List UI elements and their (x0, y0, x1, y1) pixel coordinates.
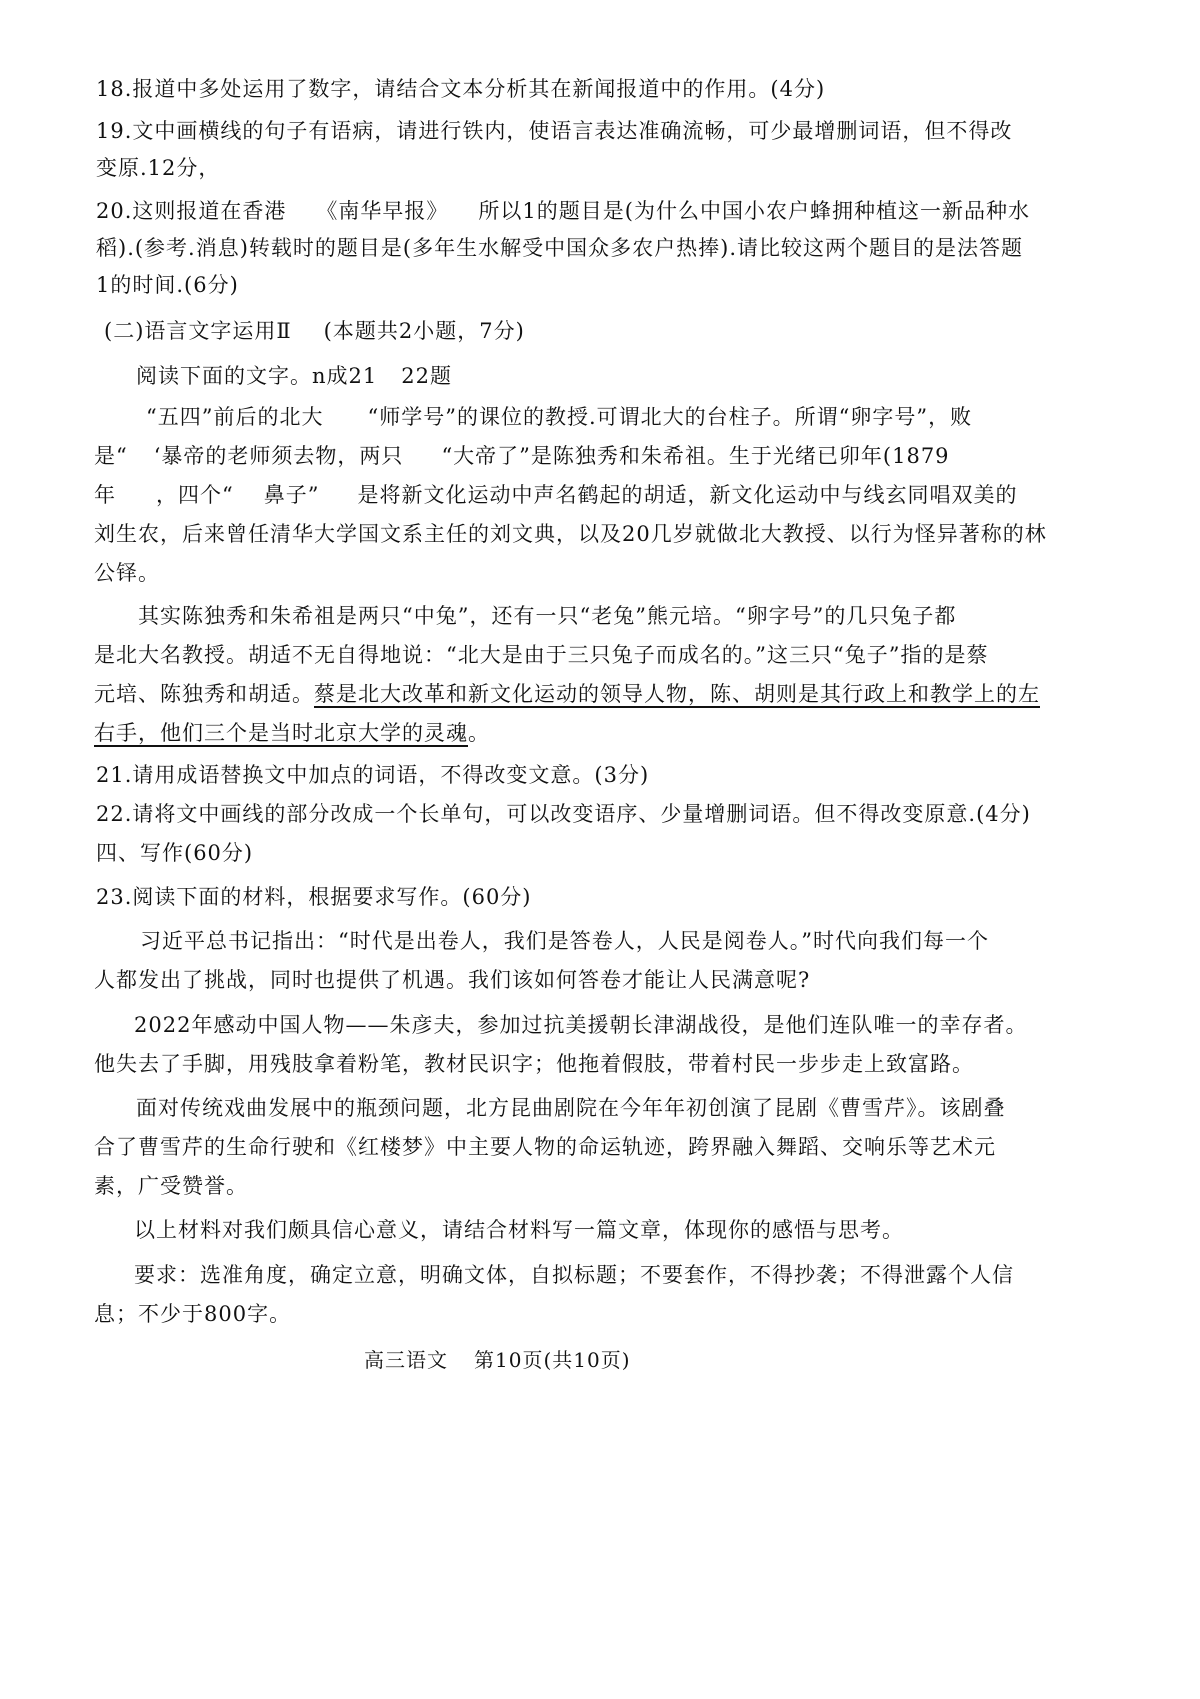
material-3-line-1: 面对传统戏曲发展中的瓶颈问题，北方昆曲剧院在今年年初创演了昆剧《曹雪芹》。该剧叠 (136, 1096, 1006, 1120)
passage-p1-line-2 (94, 441, 950, 471)
question-18: 18.报道中多处运用了数字，请结合文本分析其在新闻报道中的作用。(4分) (96, 77, 826, 101)
underlined-sentence-part-1: 蔡是北大改革和新文化运动的领导人物，陈、胡则是其行政上和教学上的左 (314, 682, 1040, 706)
material-2-line-2: 他失去了手脚，用残肢拿着粉笔，教材民识字；他拖着假肢，带着村民一步步走上致富路。 (94, 1052, 974, 1076)
section-two-title: (二)语言文字运用Ⅱ (104, 319, 292, 343)
requirements-line-1: 要求：选准角度，确定立意，明确文体，自拟标题；不要套作，不得抄袭；不得泄露个人信 (134, 1263, 1014, 1287)
question-20-line-3: 1的时间.(6分) (96, 273, 239, 297)
passage-p1-line2-c: “大帝了”是陈独秀和朱希祖。生于光绪已卯年(1879 (441, 444, 950, 468)
passage-p1-line3-a: 年 (94, 483, 116, 507)
passage-p1-line3-c: 鼻子” (263, 483, 320, 507)
passage-p2-line-1: 其实陈独秀和朱希祖是两只“中兔”，还有一只“老兔”熊元培。“卵字号”的几只兔子都 (138, 604, 957, 628)
question-20-part-a: 20.这则报道在香港 (96, 199, 287, 223)
passage-p1-line2-b: ‘暴帝的老师须去物，两只 (153, 444, 404, 468)
passage-p1-part-b: “师学号”的课位的教授.可谓北大的台柱子。所谓“卵字号”，败 (367, 405, 973, 429)
passage-p1-line3-d: 是将新文化运动中声名鹤起的胡适，新文化运动中与线玄同唱双美的 (357, 483, 1018, 507)
underlined-sentence-part-2: 右手，他们三个是当时北京大学的灵魂 (94, 721, 468, 745)
material-1-line-2: 人都发出了挑战，同时也提供了机遇。我们该如何答卷才能让人民满意呢? (94, 968, 811, 992)
page-footer (364, 1345, 631, 1375)
material-3-line-2: 合了曹雪芹的生命行驶和《红楼梦》中主要人物的命运轨迹，跨界融入舞蹈、交响乐等艺术元 (94, 1135, 996, 1159)
question-21: 21.请用成语替换文中加点的词语，不得改变文意。(3分) (96, 763, 650, 787)
footer-subject: 高三语文 (364, 1348, 448, 1372)
question-20-line-2: 稻).(参考.消息)转载时的题目是(多年生水解受中国众多农户热捧).请比较这两个题目的是法答题 (96, 236, 1023, 260)
passage-p1-line3-b: ，四个“ (156, 483, 234, 507)
section-two-instruction (136, 361, 452, 391)
passage-p2-line-2: 是北大名教授。胡适不无自得地说：“北大是由于三只兔子而成名的。”这三只“兔子”指的是蔡 (94, 643, 989, 667)
question-23: 23.阅读下面的材料，根据要求写作。(60分) (96, 885, 532, 909)
passage-p2-line-4 (94, 718, 490, 748)
material-4: 以上材料对我们颇具信心意义，请结合材料写一篇文章，体现你的感悟与思考。 (134, 1218, 904, 1242)
passage-p1-line2-a: 是“ (94, 444, 128, 468)
passage-p1-part-a: “五四”前后的北大 (146, 405, 324, 429)
passage-p1-line-3 (94, 480, 1018, 510)
material-2-line-1: 2022年感动中国人物——朱彦夫，参加过抗美援朝长津湖战役，是他们连队唯一的幸存者。 (134, 1013, 1028, 1037)
requirements-line-2: 息；不少于800字。 (94, 1302, 292, 1326)
passage-p2-line3-a: 元培、陈独秀和胡适。 (94, 682, 314, 706)
question-20-part-c: 所以1的题目是(为什么中国小农户蜂拥种植这一新品种水 (478, 199, 1030, 223)
question-19-line-2: 变原.12分， (96, 156, 221, 180)
passage-p2-line4-end: 。 (468, 721, 490, 745)
instruction-part-b: 22题 (401, 364, 452, 388)
passage-p1-line-4: 刘生农，后来曾任清华大学国文系主任的刘文典，以及20几岁就做北大教授、以行为怪异著称的林 (94, 522, 1047, 546)
section-four-heading: 四、写作(60分) (96, 841, 254, 865)
footer-page-number: 第10页(共10页) (474, 1348, 631, 1372)
passage-p1-line-5: 公铎。 (94, 561, 160, 585)
passage-p1-line-1 (146, 402, 972, 432)
question-22: 22.请将文中画线的部分改成一个长单句，可以改变语序、少量增删词语。但不得改变原意.(4分) (96, 802, 1031, 826)
question-20-part-b: 《南华早报》 (316, 199, 449, 223)
instruction-part-a: 阅读下面的文字。n成21 (136, 364, 378, 388)
section-two-heading (104, 316, 525, 346)
passage-p2-line-3 (94, 679, 1040, 709)
material-1-line-1: 习近平总书记指出：“时代是出卷人，我们是答卷人，人民是阅卷人。”时代向我们每一个 (140, 929, 989, 953)
section-two-note: (本题共2小题，7分) (323, 319, 525, 343)
material-3-line-3: 素，广受赞誉。 (94, 1174, 248, 1198)
question-19-line-1: 19.文中画横线的句子有语病，请进行铁内，使语言表达准确流畅，可少最增删词语，但不得改 (96, 119, 1013, 143)
question-20-line-1 (96, 196, 1030, 226)
